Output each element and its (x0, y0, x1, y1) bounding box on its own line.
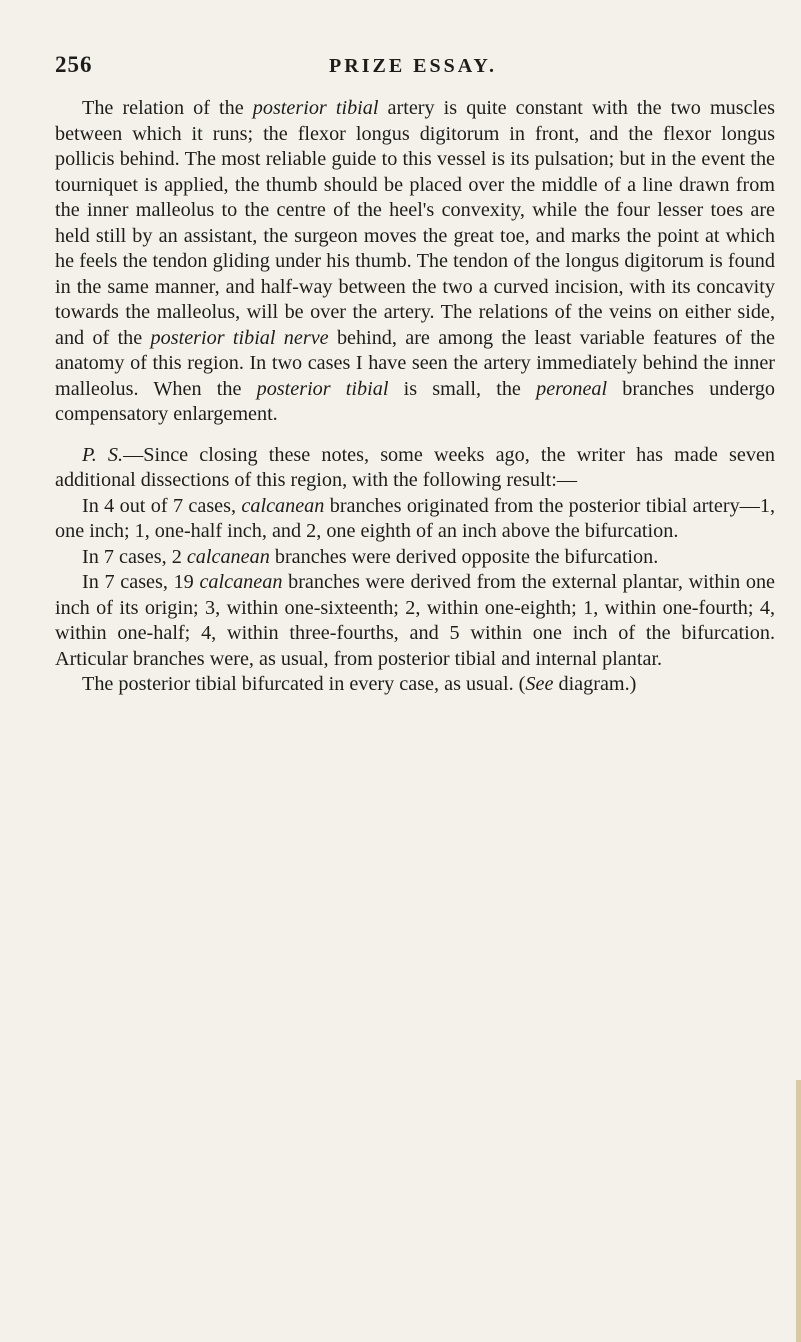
text-run: behind, are among the least variable features of the anatomy of this region. In two cases I have seen the artery immediately behind the inner malleolus. When the (55, 326, 775, 400)
text-run: branches were derived from the external plantar, within one inch of its origin; 3, within one-sixteenth; 2, within one-eighth; 1, within one-fourth; 4, within one-half; 4, within three-fourths, and 5 within one inch of the bifurcation. Articular branches were, as usual, from posterior tibial and internal plantar. (55, 571, 775, 670)
text-run: In 7 cases, 2 (82, 545, 187, 568)
page-header (55, 52, 771, 86)
essay-body (55, 96, 775, 698)
postscript-abbreviation: P. S. (82, 443, 124, 466)
finding-calcanean-origin (55, 494, 775, 545)
text-run: The relation of the (82, 97, 253, 119)
finding-bifurcation (55, 672, 775, 698)
page-number: 256 (55, 52, 93, 77)
text-run: —Since closing these notes, some weeks ago, the writer has made seven additional dissections of this region, with the following result:— (55, 443, 775, 491)
text-run: In 4 out of 7 cases, (82, 494, 242, 517)
text-run: artery is quite constant with the two muscles between which it runs; the flexor longus digitorum in front, and the flexor longus pollicis behind. The most reliable guide to this vessel is its pulsation; but in the event the tourniquet is applied, the thumb should be placed over the middle of a line drawn from the inner malleolus to the centre of the heel's convexity, while the four lesser toes are held still by an assistant, the surgeon moves the great toe, and marks the point at which he feels the tendon gliding under his thumb. The tendon of the longus digitorum is found in the same manner, and half-way between the two a curved incision, with its concavity towards the malleolus, will be over the artery. The relations of the veins on either side, and of the (55, 97, 776, 349)
finding-calcanean-external-plantar (55, 570, 775, 672)
text-run: In 7 cases, 19 (82, 571, 200, 593)
italic-term: See (525, 673, 554, 695)
text-run: branches were derived opposite the bifurcation. (269, 545, 659, 568)
italic-term: posterior tibial nerve (150, 326, 329, 349)
finding-calcanean-opposite-bifurcation (55, 545, 775, 571)
italic-term: calcanean (241, 494, 325, 517)
italic-term: peroneal (536, 377, 608, 400)
text-run: branches originated from the posterior tibial artery—1, one inch; 1, one-half inch, and 2, one eighth of an inch above the bifurcation. (55, 494, 775, 542)
text-run: The posterior tibial bifurcated in every case, as usual. ( (82, 673, 526, 695)
italic-term: calcanean (186, 545, 270, 568)
text-run: diagram.) (553, 673, 637, 695)
running-head: PRIZE ESSAY. (329, 55, 497, 77)
italic-term: posterior tibial (252, 97, 379, 119)
text-run: is small, the (388, 377, 537, 400)
page-edge-strip (796, 1080, 801, 1342)
italic-term: calcanean (199, 571, 283, 593)
paragraph-posterior-tibial-relations (55, 96, 775, 428)
italic-term: posterior tibial (256, 377, 389, 400)
text-run: branches undergo compensatory enlargement. (55, 377, 776, 425)
postscript-paragraph (55, 443, 775, 494)
